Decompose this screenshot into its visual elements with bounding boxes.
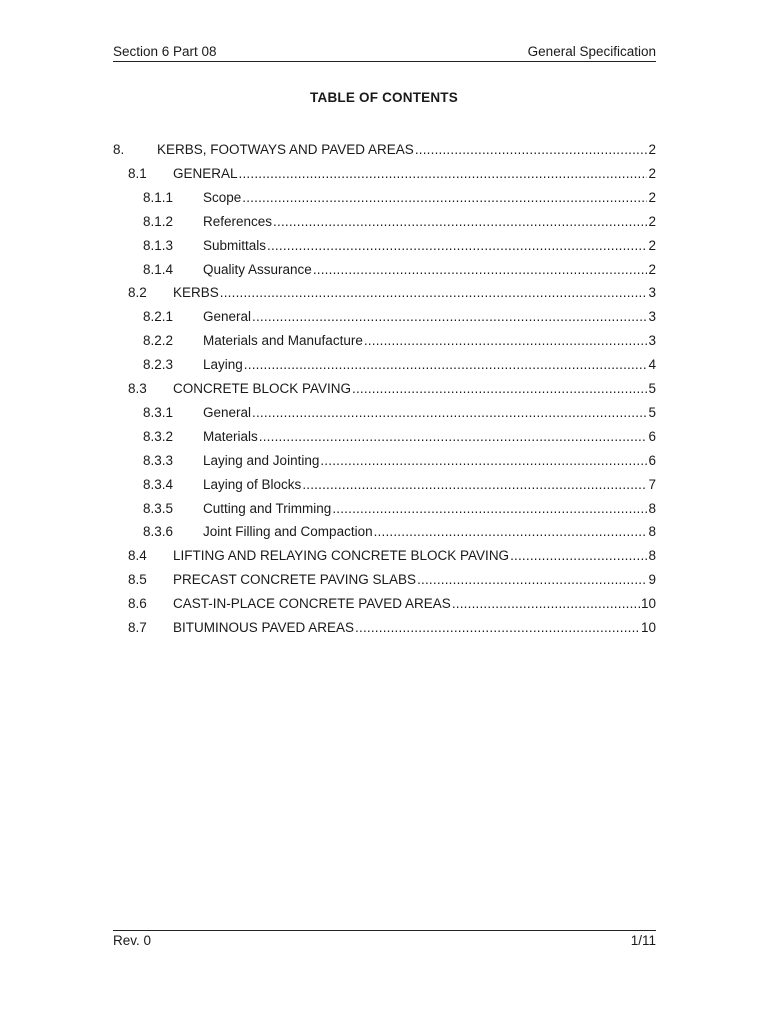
toc-entry-page: 6 <box>648 452 656 468</box>
toc-entry-number: 8.5 <box>128 572 147 588</box>
toc-entry-page: 8 <box>648 548 656 564</box>
toc-dot-leader <box>220 284 648 302</box>
toc-entry-number: 8.1.3 <box>143 237 174 253</box>
toc-dot-leader <box>320 452 647 470</box>
toc-entry-title: CAST-IN-PLACE CONCRETE PAVED AREAS <box>173 596 451 612</box>
toc-entry-page: 2 <box>648 189 656 205</box>
toc-entry-title: KERBS <box>173 285 219 301</box>
toc-entry[interactable] <box>113 165 656 183</box>
toc-dot-leader <box>302 476 647 494</box>
toc-entry[interactable] <box>113 404 656 422</box>
toc-entry[interactable] <box>113 213 656 231</box>
toc-dot-leader <box>239 165 648 183</box>
toc-entry-page: 8 <box>648 524 656 540</box>
toc-entry[interactable] <box>113 237 656 255</box>
toc-entry-number: 8.2.1 <box>143 309 174 325</box>
toc-entry-number: 8.1 <box>128 165 147 181</box>
toc-entry-number: 8.1.2 <box>143 213 174 229</box>
toc-entry[interactable] <box>113 595 656 613</box>
toc-entry[interactable] <box>113 261 656 279</box>
toc-entry[interactable] <box>113 332 656 350</box>
toc-entry-page: 2 <box>648 142 656 157</box>
toc-entry-title: General <box>203 309 252 325</box>
toc-entry[interactable] <box>113 547 656 565</box>
toc-entry-page: 6 <box>648 428 656 444</box>
toc-entry[interactable] <box>113 476 656 494</box>
toc-entry-page: 10 <box>640 596 656 612</box>
toc-entry-title: Joint Filling and Compaction <box>203 524 373 540</box>
toc-entry-page: 2 <box>648 165 656 181</box>
toc-dot-leader <box>374 523 648 541</box>
toc-dot-leader <box>332 500 647 518</box>
toc-entry-number: 8.2.3 <box>143 357 174 373</box>
toc-entry-number: 8.3.1 <box>143 404 174 420</box>
toc-dot-leader <box>415 141 648 159</box>
toc-entry-page: 3 <box>648 285 656 301</box>
toc-entry[interactable] <box>113 356 656 374</box>
page-footer <box>113 930 656 951</box>
page-header <box>113 43 656 62</box>
toc-entry-page: 5 <box>648 404 656 420</box>
toc-dot-leader <box>267 237 647 255</box>
toc-entry-number: 8.4 <box>128 548 147 564</box>
toc-entry-number: 8.2 <box>128 285 147 301</box>
toc-entry-title: CONCRETE BLOCK PAVING <box>173 381 352 396</box>
toc-dot-leader <box>510 547 647 565</box>
toc-entry-title: Scope <box>203 189 242 205</box>
header-spec-label: General Specification <box>527 44 656 59</box>
toc-heading: TABLE OF CONTENTS <box>310 90 458 105</box>
toc-entry-page: 2 <box>648 213 656 229</box>
toc-entry-title: General <box>203 404 252 420</box>
toc-entry-title: GENERAL <box>173 165 238 181</box>
toc-entry-title: Cutting and Trimming <box>203 500 332 516</box>
toc-entry[interactable] <box>113 308 656 326</box>
toc-entry-page: 5 <box>648 381 656 396</box>
toc-entry-page: 4 <box>648 357 656 373</box>
footer-page-number: 1/11 <box>630 933 656 948</box>
toc-entry-page: 7 <box>648 476 656 492</box>
toc-dot-leader <box>242 189 647 207</box>
toc-dot-leader <box>252 404 647 422</box>
toc-dot-leader <box>452 595 640 613</box>
toc-entry-number: 8.3 <box>128 381 147 396</box>
toc-entry-page: 2 <box>648 237 656 253</box>
toc-entry-title: LIFTING AND RELAYING CONCRETE BLOCK PAVING <box>173 548 510 564</box>
toc-entry-number: 8.3.2 <box>143 428 174 444</box>
toc-dot-leader <box>252 308 647 326</box>
toc-entry-title: Submittals <box>203 237 267 253</box>
toc-entry-title: References <box>203 213 273 229</box>
toc-dot-leader <box>364 332 648 350</box>
toc-entry-page: 10 <box>640 620 656 635</box>
toc-dot-leader <box>259 428 648 446</box>
toc-entry[interactable] <box>113 141 656 159</box>
toc-entry-number: 8.7 <box>128 620 147 635</box>
toc-entry[interactable] <box>113 523 656 541</box>
toc-entry[interactable] <box>113 500 656 518</box>
toc-entry[interactable] <box>113 571 656 589</box>
toc-dot-leader <box>313 261 648 279</box>
toc-entry-page: 8 <box>648 500 656 516</box>
toc-dot-leader <box>244 356 648 374</box>
toc-entry-page: 3 <box>648 333 656 349</box>
toc-dot-leader <box>355 619 640 637</box>
toc-entry-title: Materials <box>203 428 258 444</box>
toc-entry-title: Laying <box>203 357 243 373</box>
toc-entry-number: 8.2.2 <box>143 333 174 349</box>
toc-entry-title: Laying and Jointing <box>203 452 320 468</box>
footer-revision: Rev. 0 <box>113 933 152 948</box>
toc-entry[interactable] <box>113 380 656 398</box>
toc-dot-leader <box>352 380 647 398</box>
toc-entry-number: 8.1.4 <box>143 261 174 277</box>
toc-entry-page: 9 <box>648 572 656 588</box>
toc-entry[interactable] <box>113 428 656 446</box>
toc-entry-number: 8.1.1 <box>143 189 174 205</box>
toc-entry[interactable] <box>113 284 656 302</box>
toc-entry-page: 2 <box>648 261 656 277</box>
toc-entry[interactable] <box>113 189 656 207</box>
toc-entry-title: Materials and Manufacture <box>203 333 363 349</box>
toc-entry-title: BITUMINOUS PAVED AREAS <box>173 620 355 635</box>
toc-entry-title: PRECAST CONCRETE PAVING SLABS <box>173 572 417 588</box>
toc-entry-number: 8.6 <box>128 596 147 612</box>
toc-entry[interactable] <box>113 452 656 470</box>
toc-entry-number: 8.3.3 <box>143 452 174 468</box>
toc-entry-number: 8.3.4 <box>143 476 174 492</box>
toc-dot-leader <box>417 571 647 589</box>
toc-entry-number: 8.3.5 <box>143 500 174 516</box>
toc-entry[interactable] <box>113 619 656 637</box>
toc-entry-title: KERBS, FOOTWAYS AND PAVED AREAS <box>157 142 414 157</box>
toc-entry-title: Quality Assurance <box>203 261 312 277</box>
toc-entry-number: 8.3.6 <box>143 524 174 540</box>
header-section-label: Section 6 Part 08 <box>113 44 217 59</box>
toc-entry-page: 3 <box>648 309 656 325</box>
toc-dot-leader <box>273 213 647 231</box>
toc-entry-number: 8. <box>113 142 125 157</box>
toc-entry-title: Laying of Blocks <box>203 476 302 492</box>
